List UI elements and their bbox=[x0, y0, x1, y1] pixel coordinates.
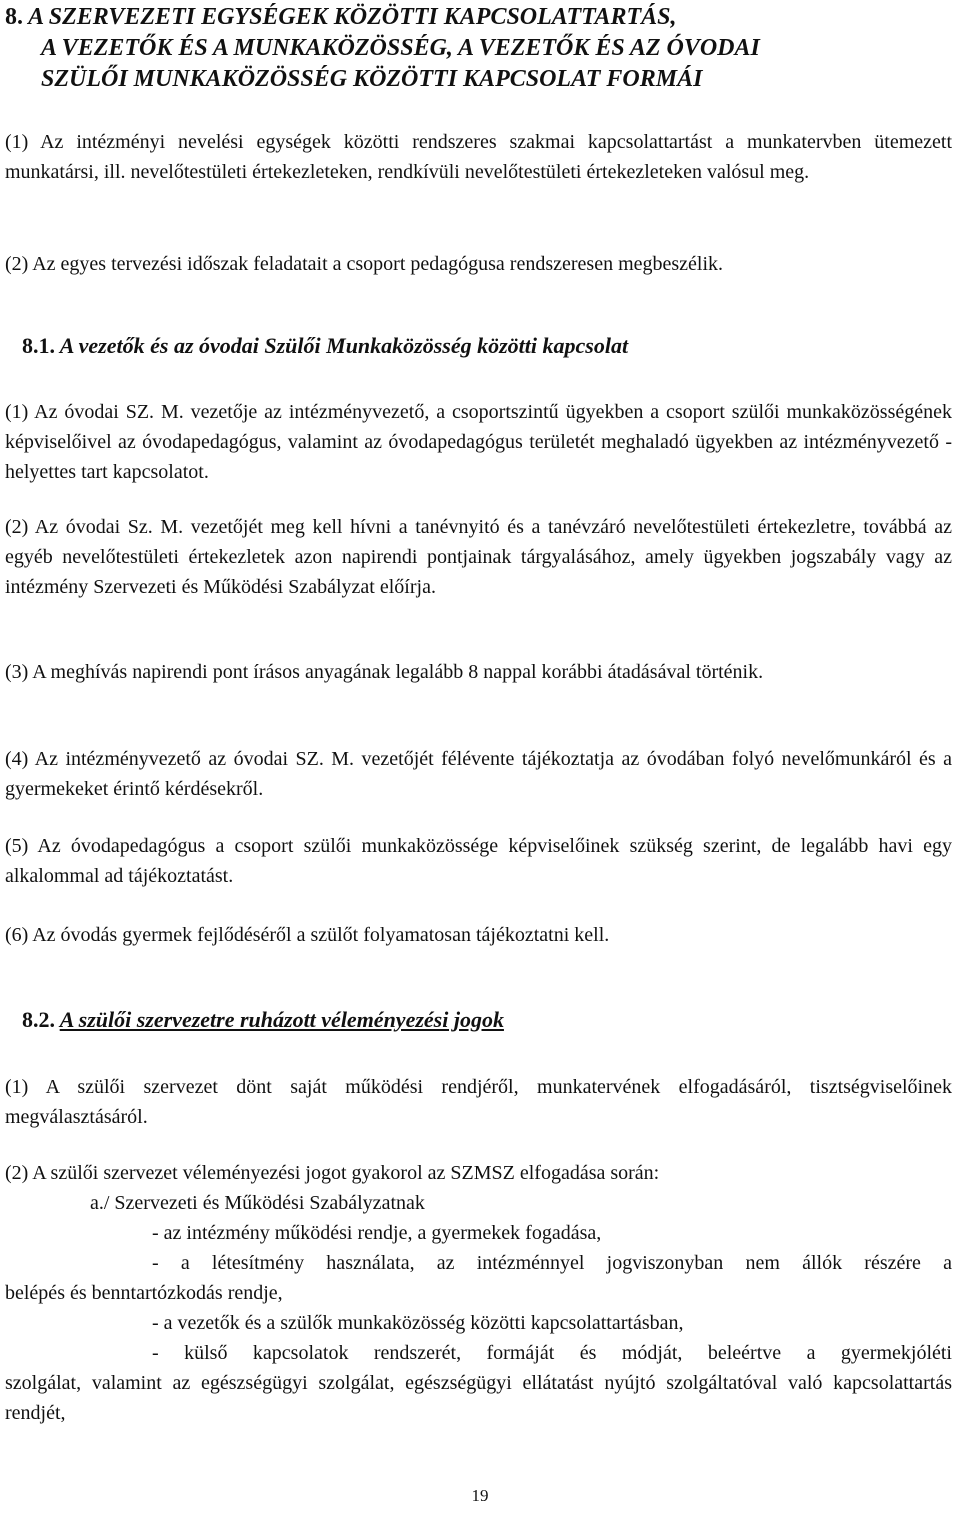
section-number: 8.2. bbox=[22, 1007, 55, 1032]
paragraph-text: (5) Az óvodapedagógus a csoport szülői munkaközössége képviselőinek szükség szerint, de legalább havi egy alkalommal ad tájékoztatást. bbox=[5, 835, 952, 887]
sub-list-item: - a létesítmény használata, az intézménnyel jogviszonyban nem állók részére a bbox=[152, 1252, 952, 1274]
paragraph-text: (2) Az óvodai Sz. M. vezetőjét meg kell hívni a tanévnyitó és a tanévzáró nevelőtestületi értekezletre, továbbá az egyéb nevelőtestületi értekezletek azon napirendi pontjainak tárgyalásához, amely ügyekben jogszabály vagy az intézmény Szervezeti és Működési Szabályzat előírja. bbox=[5, 516, 952, 598]
section-8-1-paragraph-4 bbox=[5, 744, 952, 804]
heading-number: 8. bbox=[5, 4, 23, 30]
section-8-1-paragraph-1 bbox=[5, 397, 952, 487]
heading-line-2: A VEZETŐK ÉS A MUNKAKÖZÖSSÉG, A VEZETŐK ÉS AZ ÓVODAI bbox=[41, 35, 760, 61]
heading-line-1: A SZERVEZETI EGYSÉGEK KÖZÖTTI KAPCSOLATTARTÁS, bbox=[28, 4, 677, 30]
section-title: A szülői szervezetre ruházott véleményezési jogok bbox=[59, 1007, 504, 1032]
section-8-2-paragraph-2 bbox=[5, 1158, 952, 1428]
sub-list-item: - az intézmény működési rendje, a gyermekek fogadása, bbox=[152, 1222, 602, 1244]
paragraph-text: (3) A meghívás napirendi pont írásos anyagának legalább 8 nappal korábbi átadásával történik. bbox=[5, 661, 764, 683]
sub-list-item: - külső kapcsolatok rendszerét, formáját és módját, beleértve a gyermekjóléti bbox=[152, 1342, 952, 1364]
sub-list-item: - a vezetők és a szülők munkaközösség közötti kapcsolattartásban, bbox=[152, 1312, 684, 1334]
section-8-1-paragraph-3 bbox=[5, 657, 952, 687]
page-number: 19 bbox=[471, 1486, 489, 1505]
list-item-a: a./ Szervezeti és Működési Szabályzatnak bbox=[90, 1192, 425, 1214]
intro-paragraph-2 bbox=[5, 249, 952, 279]
sub-list-item-continuation: belépés és benntartózkodás rendje, bbox=[5, 1282, 283, 1304]
section-title: A vezetők és az óvodai Szülői Munkaközösség közötti kapcsolat bbox=[59, 333, 629, 358]
section-8-2-paragraph-1 bbox=[5, 1072, 952, 1132]
section-number: 8.1. bbox=[22, 333, 55, 358]
intro-paragraph-1 bbox=[5, 127, 952, 187]
section-8-1-paragraph-2 bbox=[5, 512, 952, 602]
paragraph-text: (1) Az óvodai SZ. M. vezetője az intézményvezető, a csoportszintű ügyekben a csoport szülői munkaközösségének képviselőivel az óvodapedagógus, valamint az óvodapedagógus területét meghaladó ügyekben az intézményvezető - helyettes tart kapcsolatot. bbox=[5, 401, 952, 483]
main-heading bbox=[5, 2, 760, 95]
paragraph-text: (2) Az egyes tervezési időszak feladatait a csoport pedagógusa rendszeresen megbeszélik. bbox=[5, 253, 724, 275]
paragraph-text: (2) A szülői szervezet véleményezési jogot gyakorol az SZMSZ elfogadása során: bbox=[5, 1162, 660, 1184]
sub-list-item-continuation: szolgálat, valamint az egészségügyi szolgálat, egészségügyi ellátatást nyújtó szolgáltatóval való kapcsolattartás rendjét, bbox=[5, 1372, 952, 1424]
section-8-2-heading bbox=[22, 1007, 952, 1033]
paragraph-text: (6) Az óvodás gyermek fejlődéséről a szülőt folyamatosan tájékoztatni kell. bbox=[5, 924, 610, 946]
section-8-1-heading bbox=[22, 333, 952, 359]
section-8-1-paragraph-6 bbox=[5, 920, 952, 950]
heading-line-3: SZÜLŐI MUNKAKÖZÖSSÉG KÖZÖTTI KAPCSOLAT FORMÁI bbox=[41, 66, 703, 92]
paragraph-text: (1) A szülői szervezet dönt saját működési rendjéről, munkatervének elfogadásáról, tisztségviselőinek megválasztásáról. bbox=[5, 1076, 952, 1128]
paragraph-text: (4) Az intézményvezető az óvodai SZ. M. vezetőjét félévente tájékoztatja az óvodában folyó nevelőmunkáról és a gyermekeket érintő kérdésekről. bbox=[5, 748, 952, 800]
paragraph-text: (1) Az intézményi nevelési egységek közötti rendszeres szakmai kapcsolattartást a munkatervben ütemezett munkatársi, ill. nevelőtestületi értekezleteken, rendkívüli nevelőtestületi értekezleteken valósul meg. bbox=[5, 131, 952, 183]
section-8-1-paragraph-5 bbox=[5, 831, 952, 891]
